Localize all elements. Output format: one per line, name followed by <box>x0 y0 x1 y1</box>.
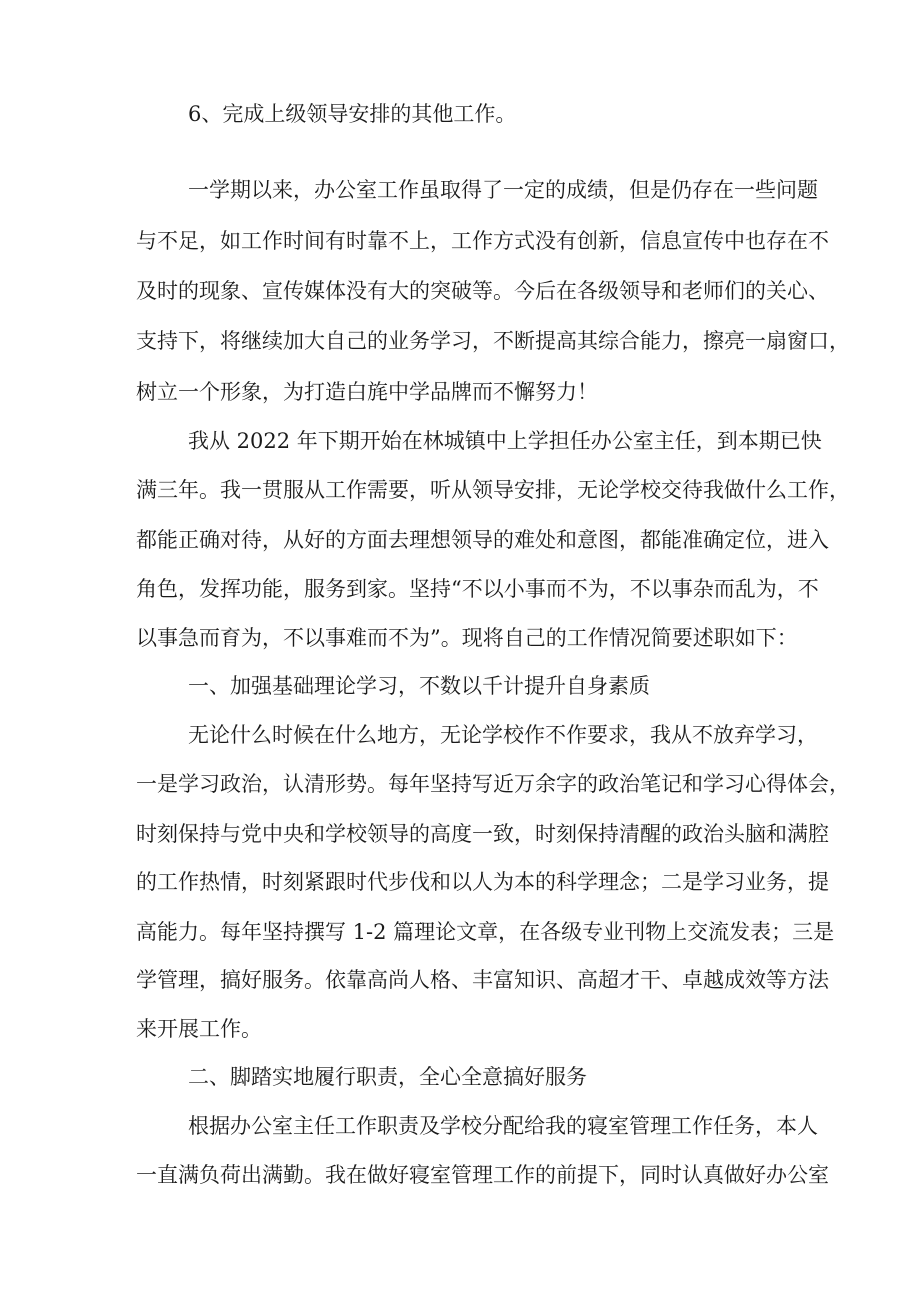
study-line: 一是学习政治，认清形势。每年坚持写近万余字的政治笔记和学习心得体会， <box>136 772 850 796</box>
summary-line: 及时的现象、宣传媒体没有大的突破等。今后在各级领导和老师们的关心、 <box>136 279 829 303</box>
duty-line: 一直满负荷出满勤。我在做好寝室管理工作的前提下，同时认真做好办公室 <box>136 1163 829 1187</box>
study-line: 学管理，搞好服务。依靠高尚人格、丰富知识、高超才干、卓越成效等方法 <box>136 968 829 992</box>
duty-line: 根据办公室主任工作职责及学校分配给我的寝室管理工作任务，本人 <box>188 1114 818 1138</box>
study-line: 无论什么时候在什么地方，无论学校作不作要求，我从不放弃学习， <box>188 723 818 747</box>
section-heading-2: 二、脚踏实地履行职责，全心全意搞好服务 <box>188 1065 587 1089</box>
summary-line: 一学期以来，办公室工作虽取得了一定的成绩，但是仍存在一些问题 <box>188 178 818 202</box>
summary-line: 树立一个形象，为打造白旄中学品牌而不懈努力！ <box>136 380 598 404</box>
intro-line: 角色，发挥功能，服务到家。坚持“不以小事而不为，不以事杂而乱为，不 <box>136 577 819 601</box>
study-line: 的工作热情，时刻紧跟时代步伐和以人为本的科学理念；二是学习业务，提 <box>136 870 829 894</box>
study-line: 来开展工作。 <box>136 1017 262 1041</box>
intro-line: 我从 2022 年下期开始在林城镇中上学担任办公室主任，到本期已快 <box>188 429 822 453</box>
study-line: 高能力。每年坚持撰写 1-2 篇理论文章，在各级专业刊物上交流发表；三是 <box>136 920 835 944</box>
item-6: 6、完成上级领导安排的其他工作。 <box>188 102 517 126</box>
intro-line: 以事急而育为，不以事难而不为”。现将自己的工作情况简要述职如下： <box>136 626 798 650</box>
intro-line: 都能正确对待，从好的方面去理想领导的难处和意图，都能准确定位，进入 <box>136 528 829 552</box>
summary-line: 支持下，将继续加大自己的业务学习，不断提高其综合能力，擦亮一扇窗口， <box>136 329 850 353</box>
study-line: 时刻保持与党中央和学校领导的高度一致，时刻保持清醒的政治头脑和满腔 <box>136 822 829 846</box>
section-heading-1: 一、加强基础理论学习，不数以千计提升自身素质 <box>188 674 650 698</box>
summary-line: 与不足，如工作时间有时靠不上，工作方式没有创新，信息宣传中也存在不 <box>136 229 829 253</box>
intro-line: 满三年。我一贯服从工作需要，听从领导安排，无论学校交待我做什么工作， <box>136 478 850 502</box>
